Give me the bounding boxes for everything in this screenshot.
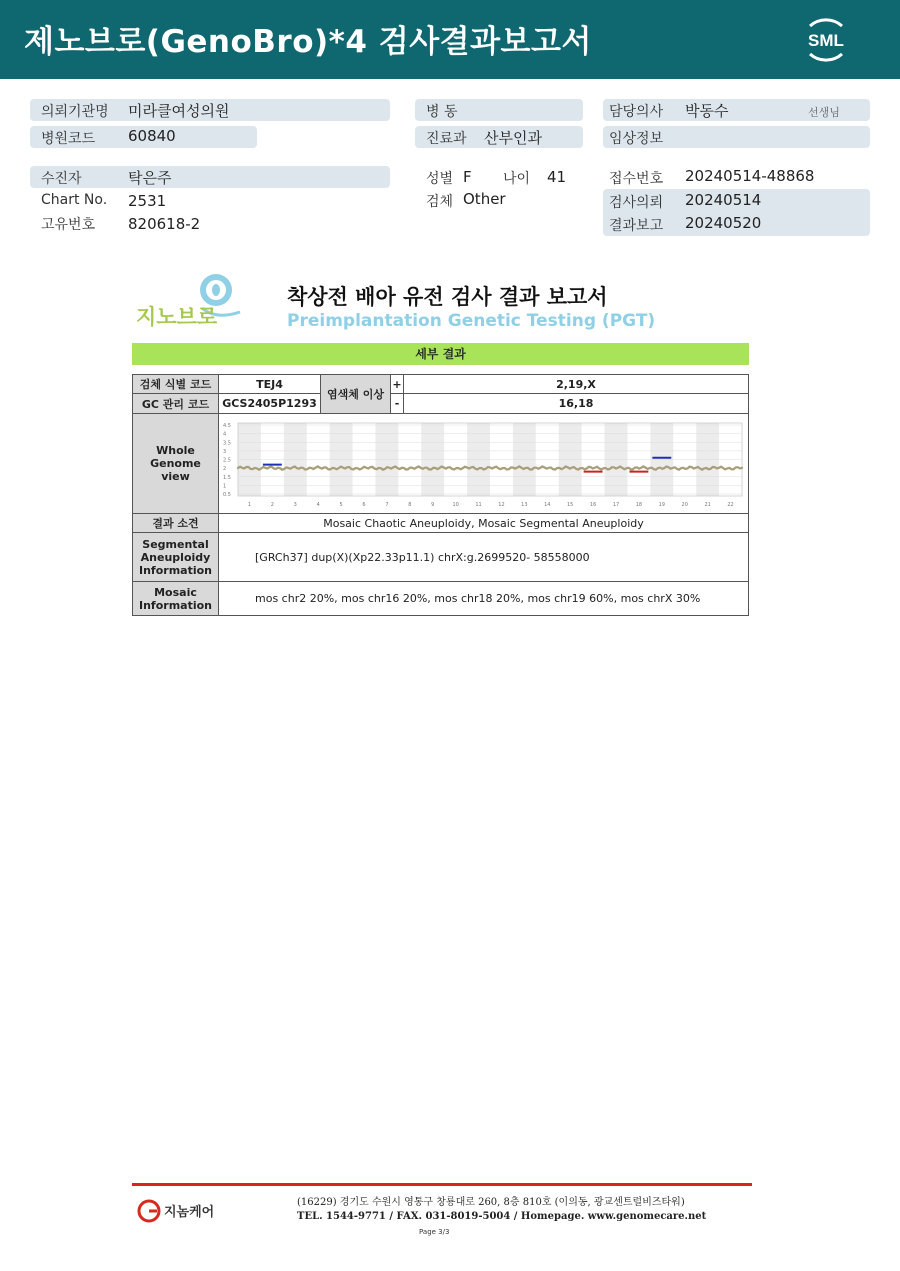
segmental-label: Segmental Aneuploidy Information [132, 532, 219, 582]
y-tick-label: 2 [223, 466, 227, 473]
clinical-info-label: 임상정보 [609, 131, 664, 147]
patient-name-value: 탁은주 [128, 169, 172, 187]
x-tick-label: 19 [658, 502, 666, 508]
sml-logo-text: SML [808, 31, 844, 50]
gc-code-label: GC 관리 코드 [132, 393, 219, 414]
sex-label: 성별 [426, 171, 454, 187]
gain-sign: + [390, 374, 404, 394]
x-tick-label: 22 [727, 502, 734, 508]
sample-id-value: TEJ4 [218, 374, 321, 394]
loss-chromosomes: 16,18 [403, 393, 749, 414]
x-tick-label: 16 [589, 502, 597, 508]
y-tick-label: 1.5 [223, 474, 231, 481]
footer-divider [132, 1183, 752, 1186]
genome-chart [220, 415, 747, 512]
receipt-no-value: 20240514-48868 [685, 167, 815, 185]
x-tick-label: 14 [544, 502, 551, 508]
page-number: Page 3/3 [419, 1228, 450, 1236]
x-tick-label: 2 [270, 502, 274, 508]
y-tick-label: 1 [223, 483, 227, 490]
y-tick-label: 0.5 [223, 492, 231, 498]
specimen-value: Other [463, 190, 506, 208]
report-title-korean: 착상전 배아 유전 검사 결과 보고서 [287, 285, 608, 309]
y-tick-label: 3.5 [223, 440, 231, 447]
x-tick-label: 6 [362, 502, 366, 508]
x-tick-label: 12 [498, 502, 505, 508]
department-label: 진료과 [426, 131, 467, 147]
x-tick-label: 11 [475, 502, 482, 508]
institution-value: 미라클여성의원 [128, 102, 230, 120]
sex-value: F [463, 168, 472, 186]
x-tick-label: 1 [247, 502, 252, 508]
x-tick-label: 7 [385, 502, 389, 508]
doctor-label: 담당의사 [609, 104, 664, 120]
genomecare-logo-text: 지놈케어 [164, 1205, 215, 1220]
finding-label: 결과 소견 [132, 513, 219, 533]
genobro-logo-text: 지노브로 [136, 305, 218, 329]
x-tick-label: 18 [635, 502, 643, 508]
ward-label: 병 동 [426, 104, 458, 120]
abnormal-label: 염색체 이상 [320, 374, 391, 414]
x-tick-label: 13 [521, 502, 528, 508]
hospital-code-value: 60840 [128, 127, 176, 145]
y-tick-label: 3 [223, 448, 227, 455]
mosaic-value: mos chr2 20%, mos chr16 20%, mos chr18 20%, mos chr19 60%, mos chrX 30% [218, 581, 749, 616]
hospital-code-label: 병원코드 [41, 131, 96, 147]
y-tick-label: 4 [223, 431, 227, 438]
doctor-value: 박동수 [685, 102, 729, 120]
y-tick-label: 2.5 [223, 457, 231, 464]
chart-no-value: 2531 [128, 192, 167, 210]
x-tick-label: 10 [452, 502, 459, 508]
section-title-bar: 세부 결과 [132, 343, 749, 365]
x-tick-label: 8 [408, 502, 412, 508]
x-tick-label: 20 [681, 502, 688, 508]
x-tick-label: 4 [316, 502, 320, 508]
x-tick-label: 21 [704, 502, 711, 508]
footer-address-block [297, 1196, 706, 1224]
patient-name-label: 수진자 [41, 171, 82, 187]
footer-contact: TEL. 1544-9771 / FAX. 031-8019-5004 / Homepage. www.genomecare.net [297, 1211, 707, 1222]
footer-address: (16229) 경기도 수원시 영통구 창룡대로 260, 8층 810호 (이의동, 광교센트럴비즈타워) [297, 1197, 685, 1208]
result-date-value: 20240520 [685, 214, 762, 232]
x-tick-label: 17 [612, 502, 620, 508]
x-tick-label: 15 [566, 502, 574, 508]
document-title: 제노브로(GenoBro)*4 검사결과보고서 [24, 24, 592, 60]
genome-view-cell [218, 413, 749, 514]
sample-id-label: 검체 식별 코드 [132, 374, 219, 394]
x-tick-label: 3 [293, 502, 297, 508]
specimen-label: 검체 [426, 194, 454, 210]
chart-no-label: Chart No. [41, 192, 108, 208]
unique-id-value: 820618-2 [128, 215, 201, 233]
x-tick-label: 9 [431, 502, 435, 508]
request-date-value: 20240514 [685, 191, 762, 209]
doctor-suffix: 선생님 [808, 106, 840, 119]
y-tick-label: 4.5 [223, 423, 231, 429]
x-tick-label: 5 [339, 502, 343, 508]
report-title-english: Preimplantation Genetic Testing (PGT) [287, 311, 656, 331]
segmental-value: [GRCh37] dup(X)(Xp22.33p11.1) chrX:g.2699520- 58558000 [218, 532, 749, 582]
age-value: 41 [547, 168, 567, 186]
mosaic-label: Mosaic Information [132, 581, 219, 616]
genomecare-logo [137, 1197, 227, 1225]
finding-value: Mosaic Chaotic Aneuploidy, Mosaic Segmental Aneuploidy [218, 513, 749, 533]
request-date-label: 검사의뢰 [609, 195, 664, 211]
unique-id-label: 고유번호 [41, 217, 96, 233]
page-header [0, 0, 900, 79]
department-value: 산부인과 [484, 129, 542, 147]
result-date-label: 결과보고 [609, 218, 664, 234]
genome-view-label: Whole Genome view [132, 413, 219, 514]
genobro-logo [136, 272, 246, 332]
loss-sign: - [390, 393, 404, 414]
gain-chromosomes: 2,19,X [403, 374, 749, 394]
receipt-no-label: 접수번호 [609, 171, 664, 187]
institution-label: 의뢰기관명 [41, 104, 109, 120]
sml-logo [800, 14, 852, 64]
age-label: 나이 [503, 171, 531, 187]
gc-code-value: GCS2405P1293 [218, 393, 321, 414]
